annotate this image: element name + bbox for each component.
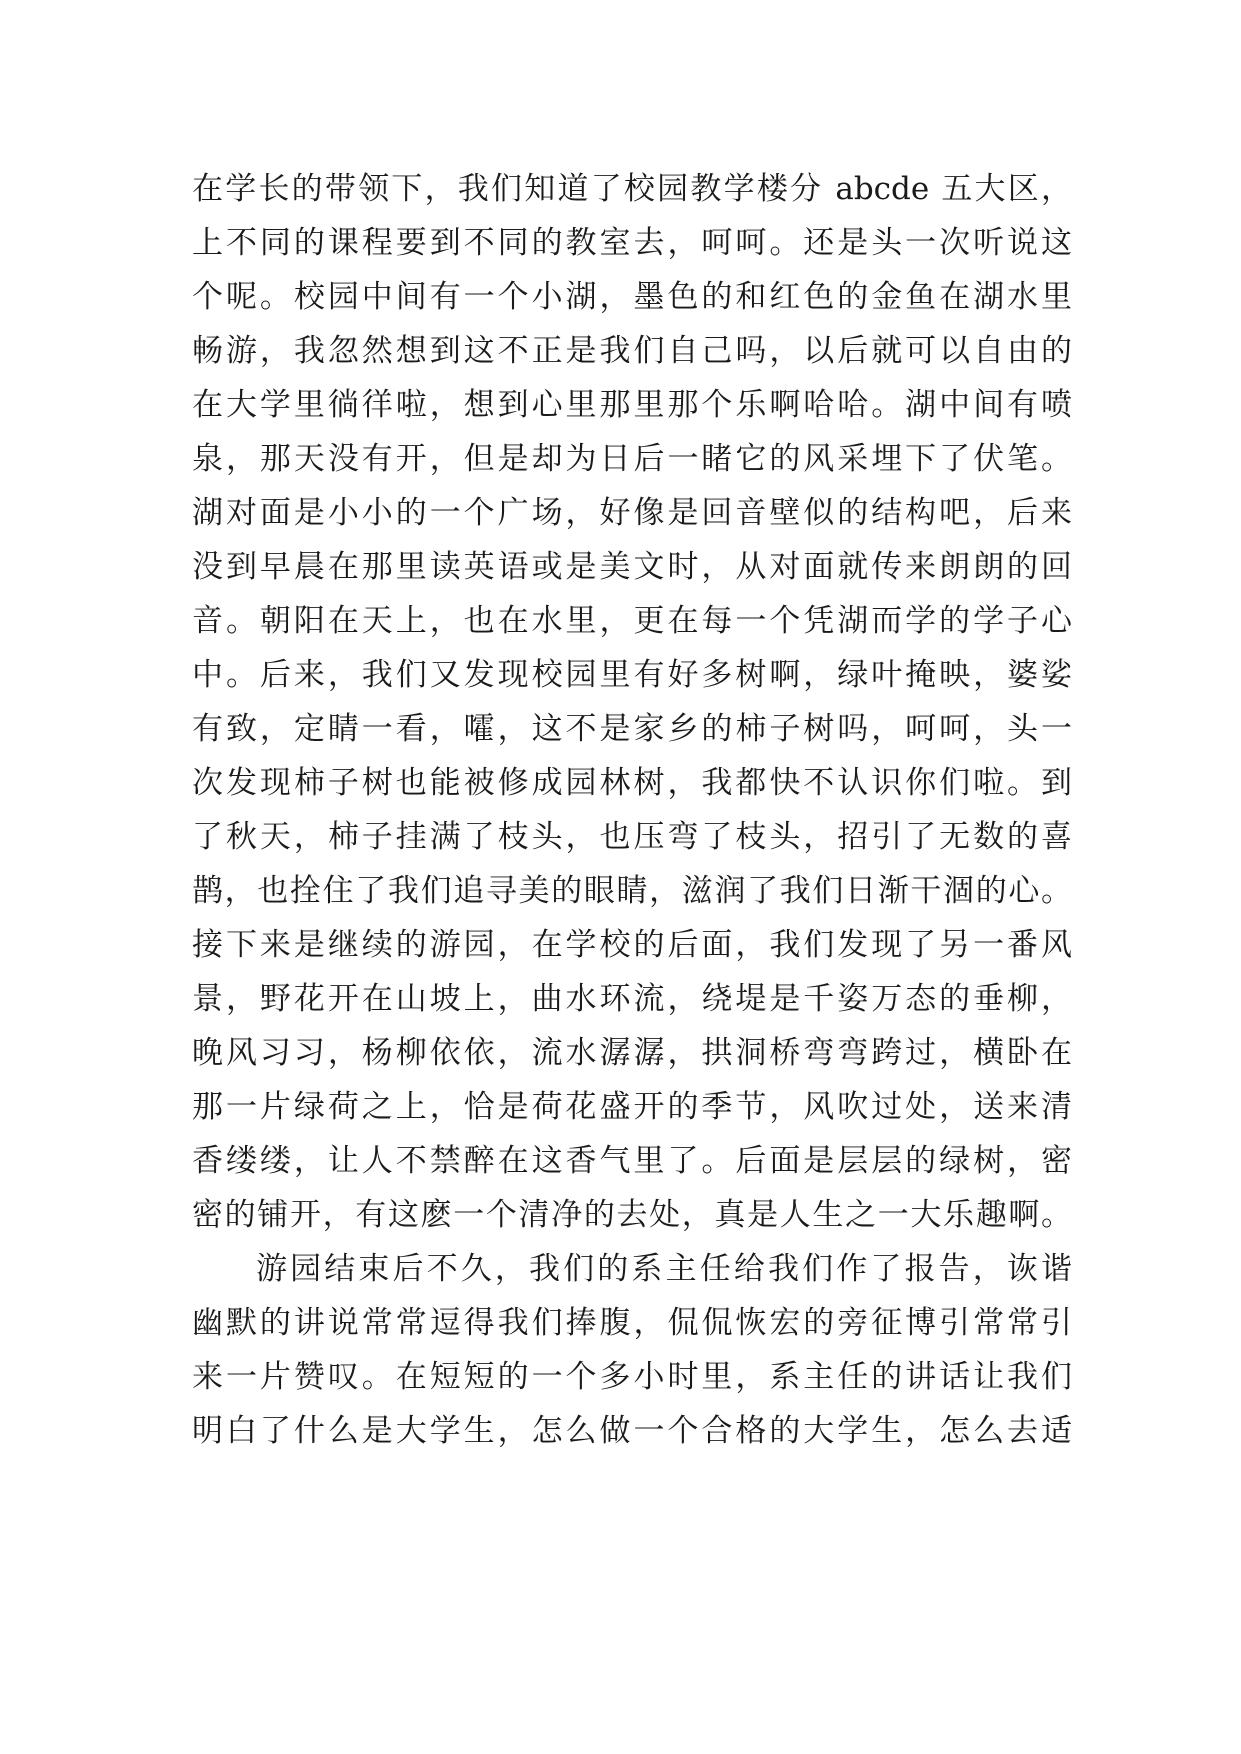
text-line: 在学长的带领下，我们知道了校园教学楼分 abcde 五大区， [192, 171, 1072, 207]
text-line: 音。朝阳在天上，也在水里，更在每一个凭湖而学的学子心 [192, 603, 1072, 639]
text-line: 来一片赞叹。在短短的一个多小时里，系主任的讲话让我们 [192, 1359, 1072, 1395]
text-line: 没到早晨在那里读英语或是美文时，从对面就传来朗朗的回 [192, 549, 1072, 585]
text-line: 畅游，我忽然想到这不正是我们自己吗，以后就可以自由的 [192, 333, 1072, 369]
text-line: 明白了什么是大学生，怎么做一个合格的大学生，怎么去适 [192, 1413, 1072, 1449]
text-line: 泉，那天没有开，但是却为日后一睹它的风采埋下了伏笔。 [192, 441, 1072, 477]
text-line: 幽默的讲说常常逗得我们捧腹，侃侃恢宏的旁征博引常常引 [192, 1305, 1072, 1341]
text-line: 景，野花开在山坡上，曲水环流，绕堤是千姿万态的垂柳， [192, 981, 1072, 1017]
paragraph-1 [192, 162, 1072, 1242]
text-line: 次发现柿子树也能被修成园林树，我都快不认识你们啦。到 [192, 765, 1072, 801]
text-line: 接下来是继续的游园，在学校的后面，我们发现了另一番风 [192, 927, 1072, 963]
text-line: 在大学里徜徉啦，想到心里那里那个乐啊哈哈。湖中间有喷 [192, 387, 1072, 423]
text-line: 晚风习习，杨柳依依，流水潺潺，拱洞桥弯弯跨过，横卧在 [192, 1035, 1072, 1071]
paragraph-2 [192, 1242, 1072, 1458]
text-line: 了秋天，柿子挂满了枝头，也压弯了枝头，招引了无数的喜 [192, 819, 1072, 855]
text-line: 中。后来，我们又发现校园里有好多树啊，绿叶掩映，婆娑 [192, 657, 1072, 693]
text-line: 游园结束后不久，我们的系主任给我们作了报告，诙谐 [256, 1251, 1072, 1287]
text-line: 湖对面是小小的一个广场，好像是回音壁似的结构吧，后来 [192, 495, 1072, 531]
text-line: 有致，定睛一看，嚯，这不是家乡的柿子树吗，呵呵，头一 [192, 711, 1072, 747]
text-line: 香缕缕，让人不禁醉在这香气里了。后面是层层的绿树，密 [192, 1143, 1072, 1179]
text-line: 上不同的课程要到不同的教室去，呵呵。还是头一次听说这 [192, 225, 1072, 261]
body-text [192, 162, 1072, 1458]
text-line: 那一片绿荷之上，恰是荷花盛开的季节，风吹过处，送来清 [192, 1089, 1072, 1125]
text-line: 鹊，也拴住了我们追寻美的眼睛，滋润了我们日渐干涸的心。 [192, 873, 1072, 909]
text-line: 个呢。校园中间有一个小湖，墨色的和红色的金鱼在湖水里 [192, 279, 1072, 315]
text-line: 密的铺开，有这麽一个清净的去处，真是人生之一大乐趣啊。 [192, 1197, 1072, 1233]
